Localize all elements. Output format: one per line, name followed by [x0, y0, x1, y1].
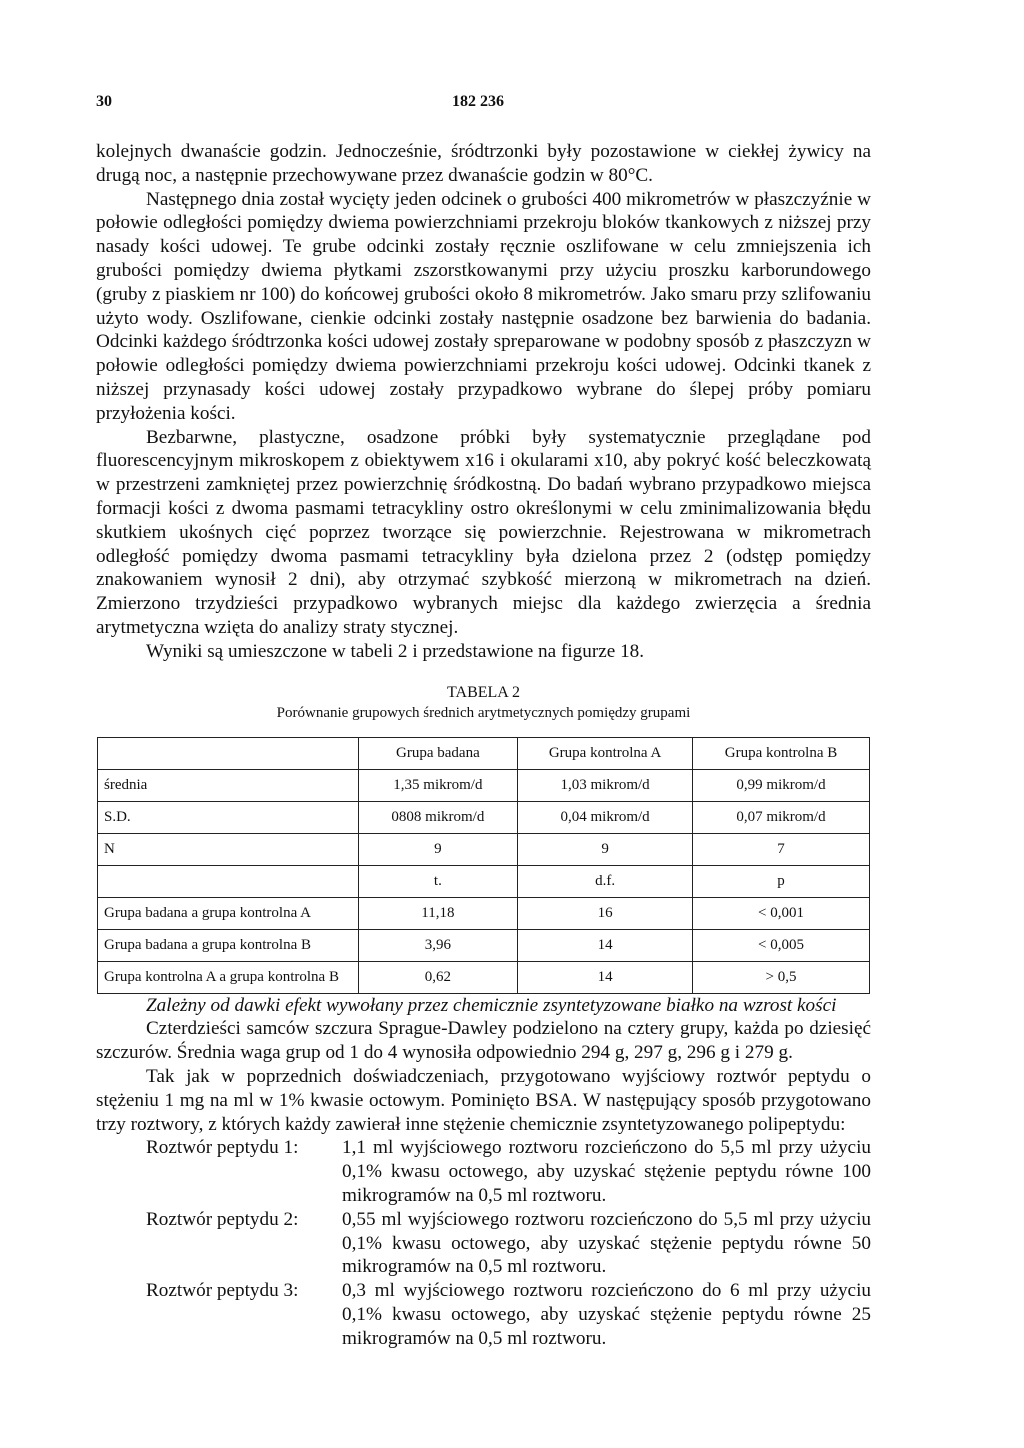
- table-row: [98, 961, 870, 993]
- table-cell: N: [98, 833, 359, 865]
- paragraph: Wyniki są umieszczone w tabeli 2 i przedstawione na figurze 18.: [146, 640, 645, 662]
- solution-label: Roztwór peptydu 1:: [146, 1137, 299, 1159]
- table-cell: 0,07 mikrom/d: [693, 801, 870, 833]
- table-row: [98, 833, 870, 865]
- solution-item: [96, 1136, 871, 1207]
- table-cell: 7: [693, 833, 870, 865]
- solution-item: [96, 1208, 871, 1279]
- table-header-row: [98, 737, 870, 769]
- table-cell: 14: [518, 929, 693, 961]
- solution-text: 0,3 ml wyjściowego roztworu rozcieńczono do 6 ml przy użyciu 0,1% kwasu octowego, aby uzyskać stężenie peptydu równe 25 mikrogramów na 0,5 ml roztworu.: [342, 1280, 871, 1349]
- table-cell: 0,04 mikrom/d: [518, 801, 693, 833]
- table-cell: [98, 865, 359, 897]
- solution-label: Roztwór peptydu 3:: [146, 1280, 299, 1302]
- comparison-table: [97, 737, 870, 994]
- solution-label: Roztwór peptydu 2:: [146, 1208, 299, 1230]
- table-cell: 16: [518, 897, 693, 929]
- table-cell: Grupa badana a grupa kontrolna B: [98, 929, 359, 961]
- table-cell: < 0,001: [693, 897, 870, 929]
- paragraph: Tak jak w poprzednich doświadczeniach, przygotowano wyjściowy roztwór peptydu o stężeniu 1 mg na ml w 1% kwasie octowym. Pominięto BSA. W następujący sposób przygotowano trzy roztwory, z których każdy zawierał inne stężenie chemicznie zsyntetyzowanego polipeptydu:: [96, 1065, 871, 1135]
- table-cell: p: [693, 865, 870, 897]
- table-row: [98, 801, 870, 833]
- table-cell: średnia: [98, 769, 359, 801]
- table-cell: 0,99 mikrom/d: [693, 769, 870, 801]
- page-header: [0, 93, 1024, 117]
- table-cell: 1,03 mikrom/d: [518, 769, 693, 801]
- table-cell: 11,18: [358, 897, 518, 929]
- table-header-cell: Grupa kontrolna B: [693, 737, 870, 769]
- table-row: [98, 865, 870, 897]
- table-cell: Grupa kontrolna A a grupa kontrolna B: [98, 961, 359, 993]
- table-cell: 9: [518, 833, 693, 865]
- table-row: [98, 929, 870, 961]
- table-cell: 9: [358, 833, 518, 865]
- table-cell: S.D.: [98, 801, 359, 833]
- table-header-cell: Grupa kontrolna A: [518, 737, 693, 769]
- paragraph: Czterdzieści samców szczura Sprague-Dawley podzielono na cztery grupy, każda po dziesięć szczurów. Średnia waga grup od 1 do 4 wynosiła odpowiednio 294 g, 297 g, 296 g i 279 g.: [96, 1018, 871, 1064]
- table-cell: > 0,5: [693, 961, 870, 993]
- table-cell: 0,62: [358, 961, 518, 993]
- table-cell: 1,35 mikrom/d: [358, 769, 518, 801]
- paragraph: Następnego dnia został wycięty jeden odcinek o grubości 400 mikrometrów w płaszczyźnie w połowie odległości pomiędzy dwiema powierzchniami przekroju bloków tkankowych z niższej przy nasady kości udowej. Te grube odcinki zostały ręcznie oszlifowane w celu zmniejszenia ich grubości pomiędzy dwiema płytkami zszorstkowanymi przy użyciu proszku karborundowego (gruby z piaskiem nr 100) do końcowej grubości około 8 mikrometrów. Jako smaru przy szlifowaniu użyto wody. Oszlifowane, cienkie odcinki zostały następnie osadzone bez barwienia do badania. Odcinki każdego śródtrzonka kości udowej zostały spreparowane w podobny sposób z płaszczyzn w połowie odległości pomiędzy dwiema powierzchniami przekroju kości udowej. Odcinki tkanek z niższej przynasady kości udowej zostały przypadkowo wybrane do ślepej próby pomiaru przyłożenia kości.: [96, 188, 871, 424]
- solution-text: 1,1 ml wyjściowego roztworu rozcieńczono do 5,5 ml przy użyciu 0,1% kwasu octowego, aby uzyskać stężenie peptydu równe 100 mikrogramów na 0,5 ml roztworu.: [342, 1137, 871, 1206]
- table-header-cell: Grupa badana: [358, 737, 518, 769]
- table-cell: [98, 737, 359, 769]
- table-cell: < 0,005: [693, 929, 870, 961]
- paragraph: Bezbarwne, plastyczne, osadzone próbki były systematycznie przeglądane pod fluorescencyjnym mikroskopem z obiektywem x16 i okularami x10, aby pokryć kość beleczkowatą w przestrzeni zamkniętej przez powierzchnię śródkostną. Do badań wybrano przypadkowo miejsca formacji kości z dwoma pasmami tetracykliny ostro określonymi w celu zminimalizowania błędu skutkiem ukośnych cięć poprzez tworzące się powierzchnie. Rejestrowana w mikrometrach odległość pomiędzy dwoma pasmami tetracykliny była dzielona przez 2 (odstęp pomiędzy znakowaniem wynosił 2 dni), aby otrzymać szybkość mierzoną w mikrometrach na dzień. Zmierzono trzydzieści przypadkowo wybranych miejsc dla każdego zwierzęcia a średnia arytmetyczna wzięta do analizy straty stycznej.: [96, 426, 871, 638]
- solution-text: 0,55 ml wyjściowego roztworu rozcieńczono do 5,5 ml przy użyciu 0,1% kwasu octowego, aby uzyskać stężenie peptydu równe 50 mikrogramów na 0,5 ml roztworu.: [342, 1208, 871, 1278]
- document-body: [96, 140, 871, 1350]
- table-cell: 3,96: [358, 929, 518, 961]
- table-cell: t.: [358, 865, 518, 897]
- paragraph: kolejnych dwanaście godzin. Jednocześnie, śródtrzonki były pozostawione w ciekłej żywicy na drugą noc, a następnie przechowywane przez dwanaście godzin w 80°C.: [96, 141, 871, 186]
- patent-number: 182 236: [452, 93, 504, 110]
- table-row: [98, 769, 870, 801]
- section-heading: Zależny od dawki efekt wywołany przez chemicznie zsyntetyzowane białko na wzrost kości: [146, 994, 837, 1016]
- table-cell: 14: [518, 961, 693, 993]
- table-caption: Porównanie grupowych średnich arytmetycznych pomiędzy grupami: [276, 704, 691, 721]
- solution-item: [96, 1279, 871, 1350]
- table-cell: 0808 mikrom/d: [358, 801, 518, 833]
- table-row: [98, 897, 870, 929]
- table-title: TABELA 2: [447, 683, 520, 701]
- page-number: 30: [96, 93, 112, 110]
- table-cell: d.f.: [518, 865, 693, 897]
- table-cell: Grupa badana a grupa kontrolna A: [98, 897, 359, 929]
